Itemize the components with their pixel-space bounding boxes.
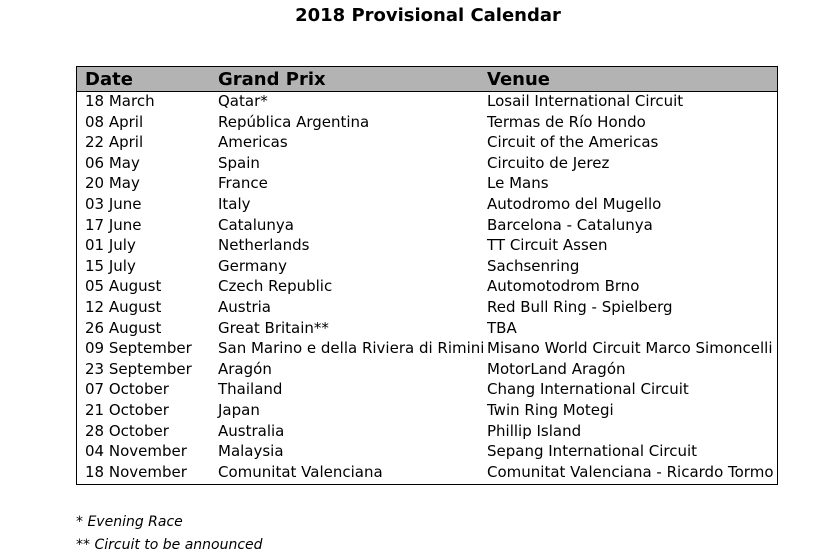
cell-date: 06 May xyxy=(85,153,140,172)
cell-date: 04 November xyxy=(85,442,187,461)
cell-date: 22 April xyxy=(85,133,144,152)
cell-venue: Autodromo del Mugello xyxy=(487,194,662,213)
cell-grand-prix: Australia xyxy=(218,421,285,440)
table-row xyxy=(77,132,777,153)
cell-grand-prix: Thailand xyxy=(218,380,283,399)
cell-grand-prix: Malaysia xyxy=(218,442,284,461)
table-row xyxy=(77,421,777,442)
cell-date: 26 August xyxy=(85,318,162,337)
table-row xyxy=(77,276,777,297)
cell-grand-prix: Austria xyxy=(218,297,271,316)
cell-date: 21 October xyxy=(85,400,169,419)
cell-date: 17 June xyxy=(85,215,142,234)
table-row xyxy=(77,462,777,483)
cell-date: 08 April xyxy=(85,112,144,131)
table-row xyxy=(77,441,777,462)
cell-grand-prix: Comunitat Valenciana xyxy=(218,462,383,481)
table-row xyxy=(77,173,777,194)
cell-grand-prix: Czech Republic xyxy=(218,277,333,296)
cell-date: 07 October xyxy=(85,380,169,399)
table-row xyxy=(77,338,777,359)
cell-grand-prix: Americas xyxy=(218,133,288,152)
cell-date: 15 July xyxy=(85,256,136,275)
cell-date: 23 September xyxy=(85,359,192,378)
cell-venue: Circuit of the Americas xyxy=(487,133,659,152)
cell-date: 03 June xyxy=(85,194,142,213)
cell-grand-prix: France xyxy=(218,174,268,193)
cell-grand-prix: Aragón xyxy=(218,359,272,378)
cell-date: 12 August xyxy=(85,297,162,316)
cell-venue: Phillip Island xyxy=(487,421,582,440)
page-title: 2018 Provisional Calendar xyxy=(295,5,561,26)
cell-date: 01 July xyxy=(85,236,136,255)
cell-venue: Twin Ring Motegi xyxy=(487,400,614,419)
cell-date: 18 March xyxy=(85,92,155,110)
cell-venue: Chang International Circuit xyxy=(487,380,689,399)
cell-grand-prix: Italy xyxy=(218,194,251,213)
cell-venue: Sachsenring xyxy=(487,256,580,275)
cell-venue: Comunitat Valenciana - Ricardo Tormo xyxy=(487,462,774,481)
table-body xyxy=(77,91,777,482)
cell-venue: Red Bull Ring - Spielberg xyxy=(487,297,673,316)
calendar-table xyxy=(76,66,778,485)
cell-venue: Losail International Circuit xyxy=(487,92,684,110)
table-header xyxy=(77,67,777,92)
cell-date: 20 May xyxy=(85,174,140,193)
table-row xyxy=(77,318,777,339)
cell-grand-prix: Netherlands xyxy=(218,236,310,255)
cell-date: 05 August xyxy=(85,277,162,296)
table-row xyxy=(77,359,777,380)
table-row xyxy=(77,400,777,421)
cell-venue: MotorLand Aragón xyxy=(487,359,626,378)
cell-grand-prix: San Marino e della Riviera di Rimini xyxy=(218,339,485,358)
cell-venue: Misano World Circuit Marco Simoncelli xyxy=(487,339,773,358)
table-row xyxy=(77,215,777,236)
cell-date: 28 October xyxy=(85,421,169,440)
cell-venue: Termas de Río Hondo xyxy=(487,112,646,131)
table-row xyxy=(77,153,777,174)
table-row xyxy=(77,297,777,318)
header-date: Date xyxy=(85,69,133,90)
cell-venue: Barcelona - Catalunya xyxy=(487,215,653,234)
cell-venue: Circuito de Jerez xyxy=(487,153,610,172)
header-venue: Venue xyxy=(487,69,550,90)
cell-grand-prix: Qatar* xyxy=(218,92,268,110)
table-row xyxy=(77,91,777,112)
footnote-circuit-tba: ** Circuit to be announced xyxy=(76,537,263,553)
table-row xyxy=(77,379,777,400)
cell-venue: Le Mans xyxy=(487,174,549,193)
cell-venue: TT Circuit Assen xyxy=(487,236,608,255)
cell-date: 18 November xyxy=(85,462,187,481)
cell-grand-prix: Great Britain** xyxy=(218,318,329,337)
header-grand-prix: Grand Prix xyxy=(218,69,326,90)
cell-date: 09 September xyxy=(85,339,192,358)
cell-grand-prix: República Argentina xyxy=(218,112,370,131)
cell-venue: TBA xyxy=(487,318,517,337)
cell-grand-prix: Japan xyxy=(218,400,260,419)
cell-venue: Automotodrom Brno xyxy=(487,277,640,296)
table-row xyxy=(77,235,777,256)
cell-grand-prix: Catalunya xyxy=(218,215,294,234)
table-row xyxy=(77,194,777,215)
table-row xyxy=(77,256,777,277)
cell-grand-prix: Spain xyxy=(218,153,260,172)
footnote-evening-race: * Evening Race xyxy=(76,514,183,530)
cell-grand-prix: Germany xyxy=(218,256,287,275)
cell-venue: Sepang International Circuit xyxy=(487,442,698,461)
table-row xyxy=(77,112,777,133)
